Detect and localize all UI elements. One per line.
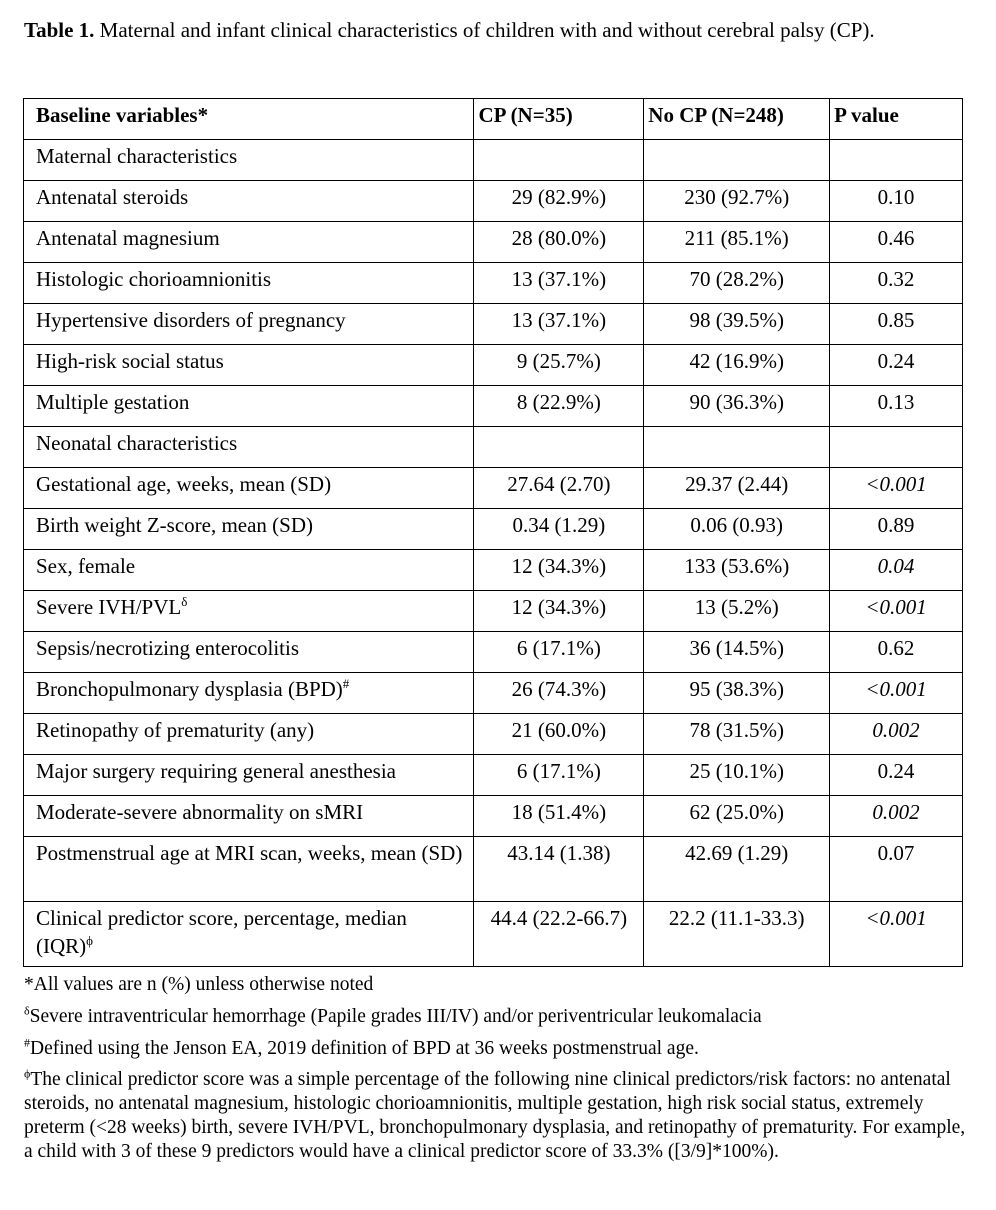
no-cp-value: 0.06 (0.93) xyxy=(644,509,830,550)
header-p-value: P value xyxy=(830,99,963,140)
cp-value: 18 (51.4%) xyxy=(474,796,644,837)
cp-value: 44.4 (22.2-66.7) xyxy=(474,902,644,967)
p-value: 0.13 xyxy=(830,386,963,427)
table-header-row xyxy=(24,99,963,140)
row-label xyxy=(24,386,474,427)
p-value: <0.001 xyxy=(830,468,963,509)
cp-value: 26 (74.3%) xyxy=(474,673,644,714)
footnote-marker: δ xyxy=(181,594,188,609)
section-title: Neonatal characteristics xyxy=(24,427,474,468)
p-value: 0.002 xyxy=(830,796,963,837)
footnote-marker: # xyxy=(342,676,350,691)
row-label-text: Severe IVH/PVL xyxy=(36,595,182,619)
caption-text: Maternal and infant clinical characteristics of children with and without cerebral palsy (CP). xyxy=(99,18,875,42)
row-label xyxy=(24,468,474,509)
p-value: 0.85 xyxy=(830,304,963,345)
footnote-symbol: # xyxy=(24,1035,30,1050)
p-value: 0.07 xyxy=(830,837,963,902)
no-cp-value: 98 (39.5%) xyxy=(644,304,830,345)
footnote-text: *All values are n (%) unless otherwise noted xyxy=(24,974,374,995)
p-value: 0.24 xyxy=(830,345,963,386)
footnote-symbol: δ xyxy=(24,1003,30,1018)
footnote xyxy=(24,1004,969,1030)
p-value: 0.04 xyxy=(830,550,963,591)
table-body xyxy=(24,140,963,967)
footnote-text: Defined using the Jenson EA, 2019 definition of BPD at 36 weeks postmenstrual age. xyxy=(30,1038,699,1059)
empty-cell xyxy=(474,427,644,468)
row-label xyxy=(24,902,474,967)
table-row xyxy=(24,755,963,796)
cp-value: 27.64 (2.70) xyxy=(474,468,644,509)
row-label-text: Birth weight Z-score, mean (SD) xyxy=(36,513,314,537)
row-label-text: Major surgery requiring general anesthesia xyxy=(36,759,396,783)
table-row xyxy=(24,263,963,304)
row-label xyxy=(24,263,474,304)
empty-cell xyxy=(830,427,963,468)
footnote-marker: ϕ xyxy=(86,933,93,948)
footnote-text: The clinical predictor score was a simple percentage of the following nine clinical predictors/risk factors: no antenatal steroids, no antenatal magnesium, histologic chorioamnionitis, multiple gestation, high risk social status, extremely preterm (<28 weeks) birth, severe IVH/PVL, bronchopulmonary dysplasia, and retinopathy of prematurity. For example, a child with 3 of these 9 predictors would have a clinical predictor score of 33.3% ([3/9]*100%). xyxy=(24,1069,966,1162)
row-label-text: Postmenstrual age at MRI scan, weeks, mean (SD) xyxy=(36,841,463,865)
no-cp-value: 95 (38.3%) xyxy=(644,673,830,714)
cp-value: 0.34 (1.29) xyxy=(474,509,644,550)
empty-cell xyxy=(830,140,963,181)
row-label-text: Antenatal steroids xyxy=(36,185,189,209)
table-row xyxy=(24,468,963,509)
no-cp-value: 211 (85.1%) xyxy=(644,222,830,263)
row-label-text: Bronchopulmonary dysplasia (BPD) xyxy=(36,677,343,701)
no-cp-value: 36 (14.5%) xyxy=(644,632,830,673)
table-row xyxy=(24,591,963,632)
footnote-symbol: ϕ xyxy=(24,1066,31,1081)
footnote xyxy=(24,1068,969,1164)
p-value: 0.46 xyxy=(830,222,963,263)
row-label-text: Sex, female xyxy=(36,554,136,578)
empty-cell xyxy=(644,140,830,181)
cp-value: 12 (34.3%) xyxy=(474,591,644,632)
table-row xyxy=(24,181,963,222)
row-label xyxy=(24,755,474,796)
row-label xyxy=(24,550,474,591)
characteristics-table xyxy=(23,98,963,967)
caption-label: Table 1. xyxy=(24,18,95,42)
no-cp-value: 90 (36.3%) xyxy=(644,386,830,427)
table-row xyxy=(24,509,963,550)
row-label xyxy=(24,714,474,755)
p-value: <0.001 xyxy=(830,673,963,714)
table-row xyxy=(24,902,963,967)
row-label-text: Clinical predictor score, percentage, median (IQR) xyxy=(36,906,407,958)
row-label-text: Sepsis/necrotizing enterocolitis xyxy=(36,636,300,660)
p-value: 0.62 xyxy=(830,632,963,673)
no-cp-value: 22.2 (11.1-33.3) xyxy=(644,902,830,967)
empty-cell xyxy=(474,140,644,181)
table-footnotes xyxy=(24,972,969,1170)
p-value: 0.89 xyxy=(830,509,963,550)
row-label xyxy=(24,222,474,263)
header-baseline-variables: Baseline variables* xyxy=(24,99,474,140)
no-cp-value: 133 (53.6%) xyxy=(644,550,830,591)
cp-value: 13 (37.1%) xyxy=(474,263,644,304)
empty-cell xyxy=(644,427,830,468)
footnote-text: Severe intraventricular hemorrhage (Papile grades III/IV) and/or periventricular leukomalacia xyxy=(29,1006,762,1027)
p-value: 0.32 xyxy=(830,263,963,304)
p-value: 0.10 xyxy=(830,181,963,222)
cp-value: 6 (17.1%) xyxy=(474,755,644,796)
row-label xyxy=(24,181,474,222)
no-cp-value: 78 (31.5%) xyxy=(644,714,830,755)
table-row xyxy=(24,714,963,755)
row-label-text: Gestational age, weeks, mean (SD) xyxy=(36,472,332,496)
cp-value: 29 (82.9%) xyxy=(474,181,644,222)
footnote xyxy=(24,1036,969,1062)
row-label-text: Moderate-severe abnormality on sMRI xyxy=(36,800,364,824)
cp-value: 6 (17.1%) xyxy=(474,632,644,673)
table-row xyxy=(24,673,963,714)
table-row xyxy=(24,222,963,263)
row-label xyxy=(24,632,474,673)
header-no-cp: No CP (N=248) xyxy=(644,99,830,140)
row-label-text: Antenatal magnesium xyxy=(36,226,220,250)
cp-value: 8 (22.9%) xyxy=(474,386,644,427)
table-caption xyxy=(24,16,964,44)
no-cp-value: 230 (92.7%) xyxy=(644,181,830,222)
header-cp: CP (N=35) xyxy=(474,99,644,140)
row-label xyxy=(24,304,474,345)
row-label xyxy=(24,509,474,550)
cp-value: 21 (60.0%) xyxy=(474,714,644,755)
row-label-text: Histologic chorioamnionitis xyxy=(36,267,272,291)
cp-value: 43.14 (1.38) xyxy=(474,837,644,902)
row-label xyxy=(24,345,474,386)
p-value: <0.001 xyxy=(830,591,963,632)
table-row xyxy=(24,386,963,427)
row-label-text: Retinopathy of prematurity (any) xyxy=(36,718,315,742)
table-row xyxy=(24,796,963,837)
p-value: 0.002 xyxy=(830,714,963,755)
no-cp-value: 42.69 (1.29) xyxy=(644,837,830,902)
cp-value: 12 (34.3%) xyxy=(474,550,644,591)
cp-value: 9 (25.7%) xyxy=(474,345,644,386)
no-cp-value: 42 (16.9%) xyxy=(644,345,830,386)
row-label xyxy=(24,591,474,632)
row-label-text: Multiple gestation xyxy=(36,390,190,414)
no-cp-value: 13 (5.2%) xyxy=(644,591,830,632)
no-cp-value: 62 (25.0%) xyxy=(644,796,830,837)
table-row xyxy=(24,304,963,345)
row-label xyxy=(24,673,474,714)
row-label xyxy=(24,837,474,902)
section-title: Maternal characteristics xyxy=(24,140,474,181)
p-value: <0.001 xyxy=(830,902,963,967)
table-row xyxy=(24,632,963,673)
cp-value: 28 (80.0%) xyxy=(474,222,644,263)
table-row xyxy=(24,837,963,902)
row-label-text: High-risk social status xyxy=(36,349,224,373)
p-value: 0.24 xyxy=(830,755,963,796)
row-label-text: Hypertensive disorders of pregnancy xyxy=(36,308,346,332)
no-cp-value: 70 (28.2%) xyxy=(644,263,830,304)
table-row xyxy=(24,345,963,386)
row-label xyxy=(24,796,474,837)
table-row xyxy=(24,550,963,591)
cp-value: 13 (37.1%) xyxy=(474,304,644,345)
section-header-row xyxy=(24,140,963,181)
footnote xyxy=(24,972,969,998)
section-header-row xyxy=(24,427,963,468)
no-cp-value: 25 (10.1%) xyxy=(644,755,830,796)
no-cp-value: 29.37 (2.44) xyxy=(644,468,830,509)
